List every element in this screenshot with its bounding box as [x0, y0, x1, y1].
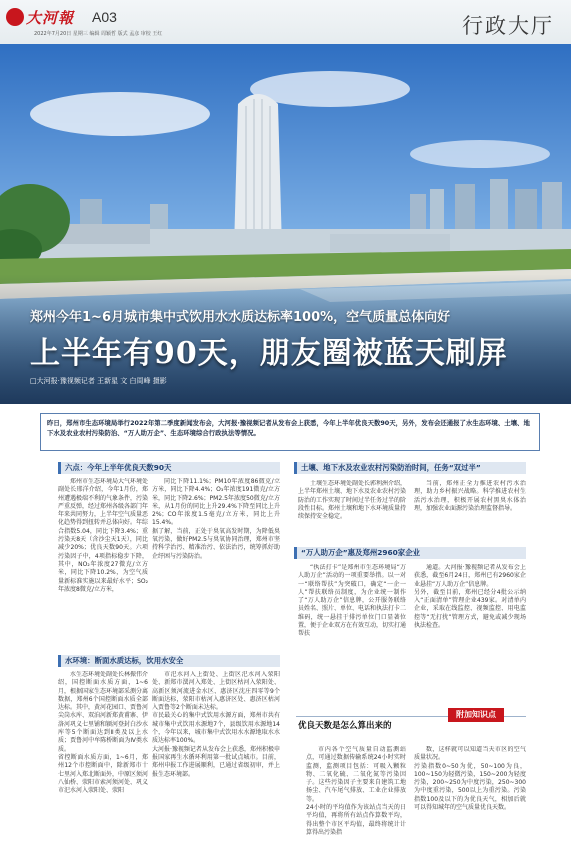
aside-text-col1: [306, 746, 406, 861]
wanren-text-col1-body: “执法打卡”是郑州市生态环境局“万人助万企”活动的一项重要举措。以一对一“联络帮扶”为突破口，确定“一企一人”帮扶联络员制度，为企业统一制作了“万人助万企”信息牌，公开服务联络员姓名、照片、单位、电话和执法打卡二维码，统一悬挂于排污单位门口显著位置，便于企业双方在有效互动，切实打通帮扶: [298, 564, 406, 638]
air-text-col2-body: 同比下降11.1%；PM10年浓度86微克/立方米，同比下降4.4%；O₃年浓度191微克/立方米，同比下降2.6%；PM2.5年浓度50微克/立方米，从1月份的同比上升29.4%下降至同比上升2%；CO年浓度1.5毫克/立方米，同比上升15.4%。 据了解，当前，正处于臭氧高发时期，为降低臭氧污染，做好PM2.5与臭氧协同治理，郑州市坚持科学治污、精准治污、依法治污，统筹抓好助企纾困与污染防治。: [152, 478, 280, 560]
knowledge-tag: 附加知识点: [448, 708, 504, 722]
wanren-text-col2-body: 通道。大河报·豫视频记者从发布会上获悉，截至6月24日，郑州已有2960家企业悬挂“万人助万企”信息牌。 另外，截至目前，郑州已经分4批公示纳入“正面清单”管理企业439家。对清单内企业，采取在线监控、视频监控、用电监控等“无打扰”管理方式，避免或减少现场执法检查。: [414, 564, 526, 630]
air-text-col2: [152, 478, 280, 648]
water-text-col1: [58, 671, 148, 861]
newspaper-logo: [6, 7, 94, 27]
page-code: A03: [92, 9, 117, 25]
water-text-col1-body: 水生态环境处副处长林振伟介绍，国控断面水质方面，1~6月，根据国家生态环境部采测分离数据，郑州6个国控断面水质全部达标。其中，黄河花园口、贾鲁河尖岗水库、双洎河新郑黄甫寨、伊洛河巩义七里铺和颍河登封白沙水库等5个断面达到Ⅱ类及以上水质；贾鲁河中牟陈桥断面为Ⅳ类水质。 省控断面水质方面，1~6月，郑州12个市控断面中，除新郑市十七里河入郑北断面外，中原区须河八仙桥、荥阳市索河须河处、巩义市汜水河入荥阳处、荥阳: [58, 671, 148, 795]
aside-text-col2-body: 数，这样就可以知道当天市区的空气质量状况。 污染指数0~50为优，50~100为良，100~150为轻微污染，150~200为轻度污染，200~250为中度污染，250~300为中度重污染，500以上为重污染。污染指数100及以下的为优良天气，相加后就可以得知城年的空气质量优良天数。: [414, 746, 526, 812]
section-title-soil: 土壤、地下水及农业农村污染防治时间，任务“双过半”: [294, 462, 526, 474]
water-text-col2-body: 市汜水河入上街处、上街区汜水河入荥阳处、新郑市潩河入郑处、上街区枯河入荥阳处、高新区须河流进金水区、惠济区沈庄四零等9个断面达标，荥阳市枯河入惠济区处、惠济区枯河入贾鲁等2个断面未达标。 市民最关心的集中式饮用水源方面，郑州市共有城市集中式饮用水源地7个，县级饮用水源地14个，今年以来，城市集中式饮用水水源地取水水质达标率100%。 大河报·豫视频记者从发布会上获悉，郑州积极申报国家再生水循环利用第一批试点城市。目前，郑州申报工作进展顺利，已通过省级初审，并上报生态环境部。: [152, 671, 280, 778]
section-name: 行政大厅: [462, 14, 554, 38]
section-title-wanren: “万人助万企”惠及郑州2960家企业: [294, 547, 526, 559]
air-text-col1-body: 郑州市生态环境局大气环境处副处长邢洋介绍，今年1月份，郑州遭遇极端不利的气象条件，污染严重反弹，经过郑州各级各部门年年来共同努力，上半年空气质量恶化趋势得到扭转并总体向好。年综合指数5.04，同比下降3.4%；重污染天8天（含沙尘天1天），同比减少20%；优良天数90天。六项污染因子中，4项指标稳步下降，其中，NO₂年浓度27微克/立方米，同比下降10.2%，为空气质量新标准实施以来最好水平；SO₂年浓度8微克/立方米，: [58, 478, 148, 593]
wanren-text-col1: [298, 564, 406, 682]
logo-emblem-icon: [6, 8, 24, 26]
lead-paragraph: 昨日，郑州市生态环境局举行2022年第二季度新闻发布会，大河报·豫视频记者从发布会上获悉，今年上半年优良天数90天，另外，发布会还通报了水生态环境、土壤、地下水及农业农村污染防治、“万人助万企”、生态环境综合行政执法等情况。: [40, 413, 540, 451]
water-text-col2: [152, 671, 280, 861]
soil-text-col2: [414, 480, 526, 540]
aside-text-col1-body: 市内各个空气质量自动监测站点，可通过数据传输系统24小时实时监测，监测项目包括：可吸入颗粒物、二氧化硫、二氧化氮等污染因子。这些污染因子主要来自建筑工地扬尘、汽车尾气排放、工业企业排放等。 24小时的平均值作为该站点当天的日平均值，再将所有站点作算数平均，得出整个市区平均值，最终将统计计算得出污染指: [306, 746, 406, 836]
subheadline: 郑州今年1~6月城市集中式饮用水水质达标率100%，空气质量总体向好: [30, 310, 451, 325]
headline: 上半年有90天，朋友圈被蓝天刷屏: [30, 336, 508, 371]
section-title-air: 六点：今年上半年优良天数90天: [58, 462, 280, 474]
soil-text-col1-body: 土壤生态环境处副处长郭利洲介绍，上半年郑州土壤、地下水及农业农村污染防治的工作实现了时间过半任务过半的阶段性目标。郑州土壤和地下水环境质量持续保持安全稳定。: [298, 480, 406, 521]
logo-text: 大河報: [26, 9, 75, 27]
section-title-water: 水环境：断面水质达标，饮用水安全: [58, 655, 280, 667]
soil-text-col2-body: 当前，郑州正全力推进农村污水治理，助力乡村振兴战略。科学推进农村生活污水治理，积极开展农村黑臭水体治理，加强农业面源污染治理监督指导。: [414, 480, 526, 512]
wanren-text-col2: [414, 564, 526, 682]
byline: □大河报·豫视频记者 王新星 文 白周峰 摄影: [30, 377, 167, 385]
soil-text-col1: [298, 480, 406, 540]
aside-title: 优良天数是怎么算出来的: [298, 721, 392, 731]
dateline: 2022年7月20日 星期三 编辑 周颖哲 版式 孟彦 审校 王红: [34, 31, 163, 37]
air-text-col1: [58, 478, 148, 648]
aside-text-col2: [414, 746, 526, 861]
